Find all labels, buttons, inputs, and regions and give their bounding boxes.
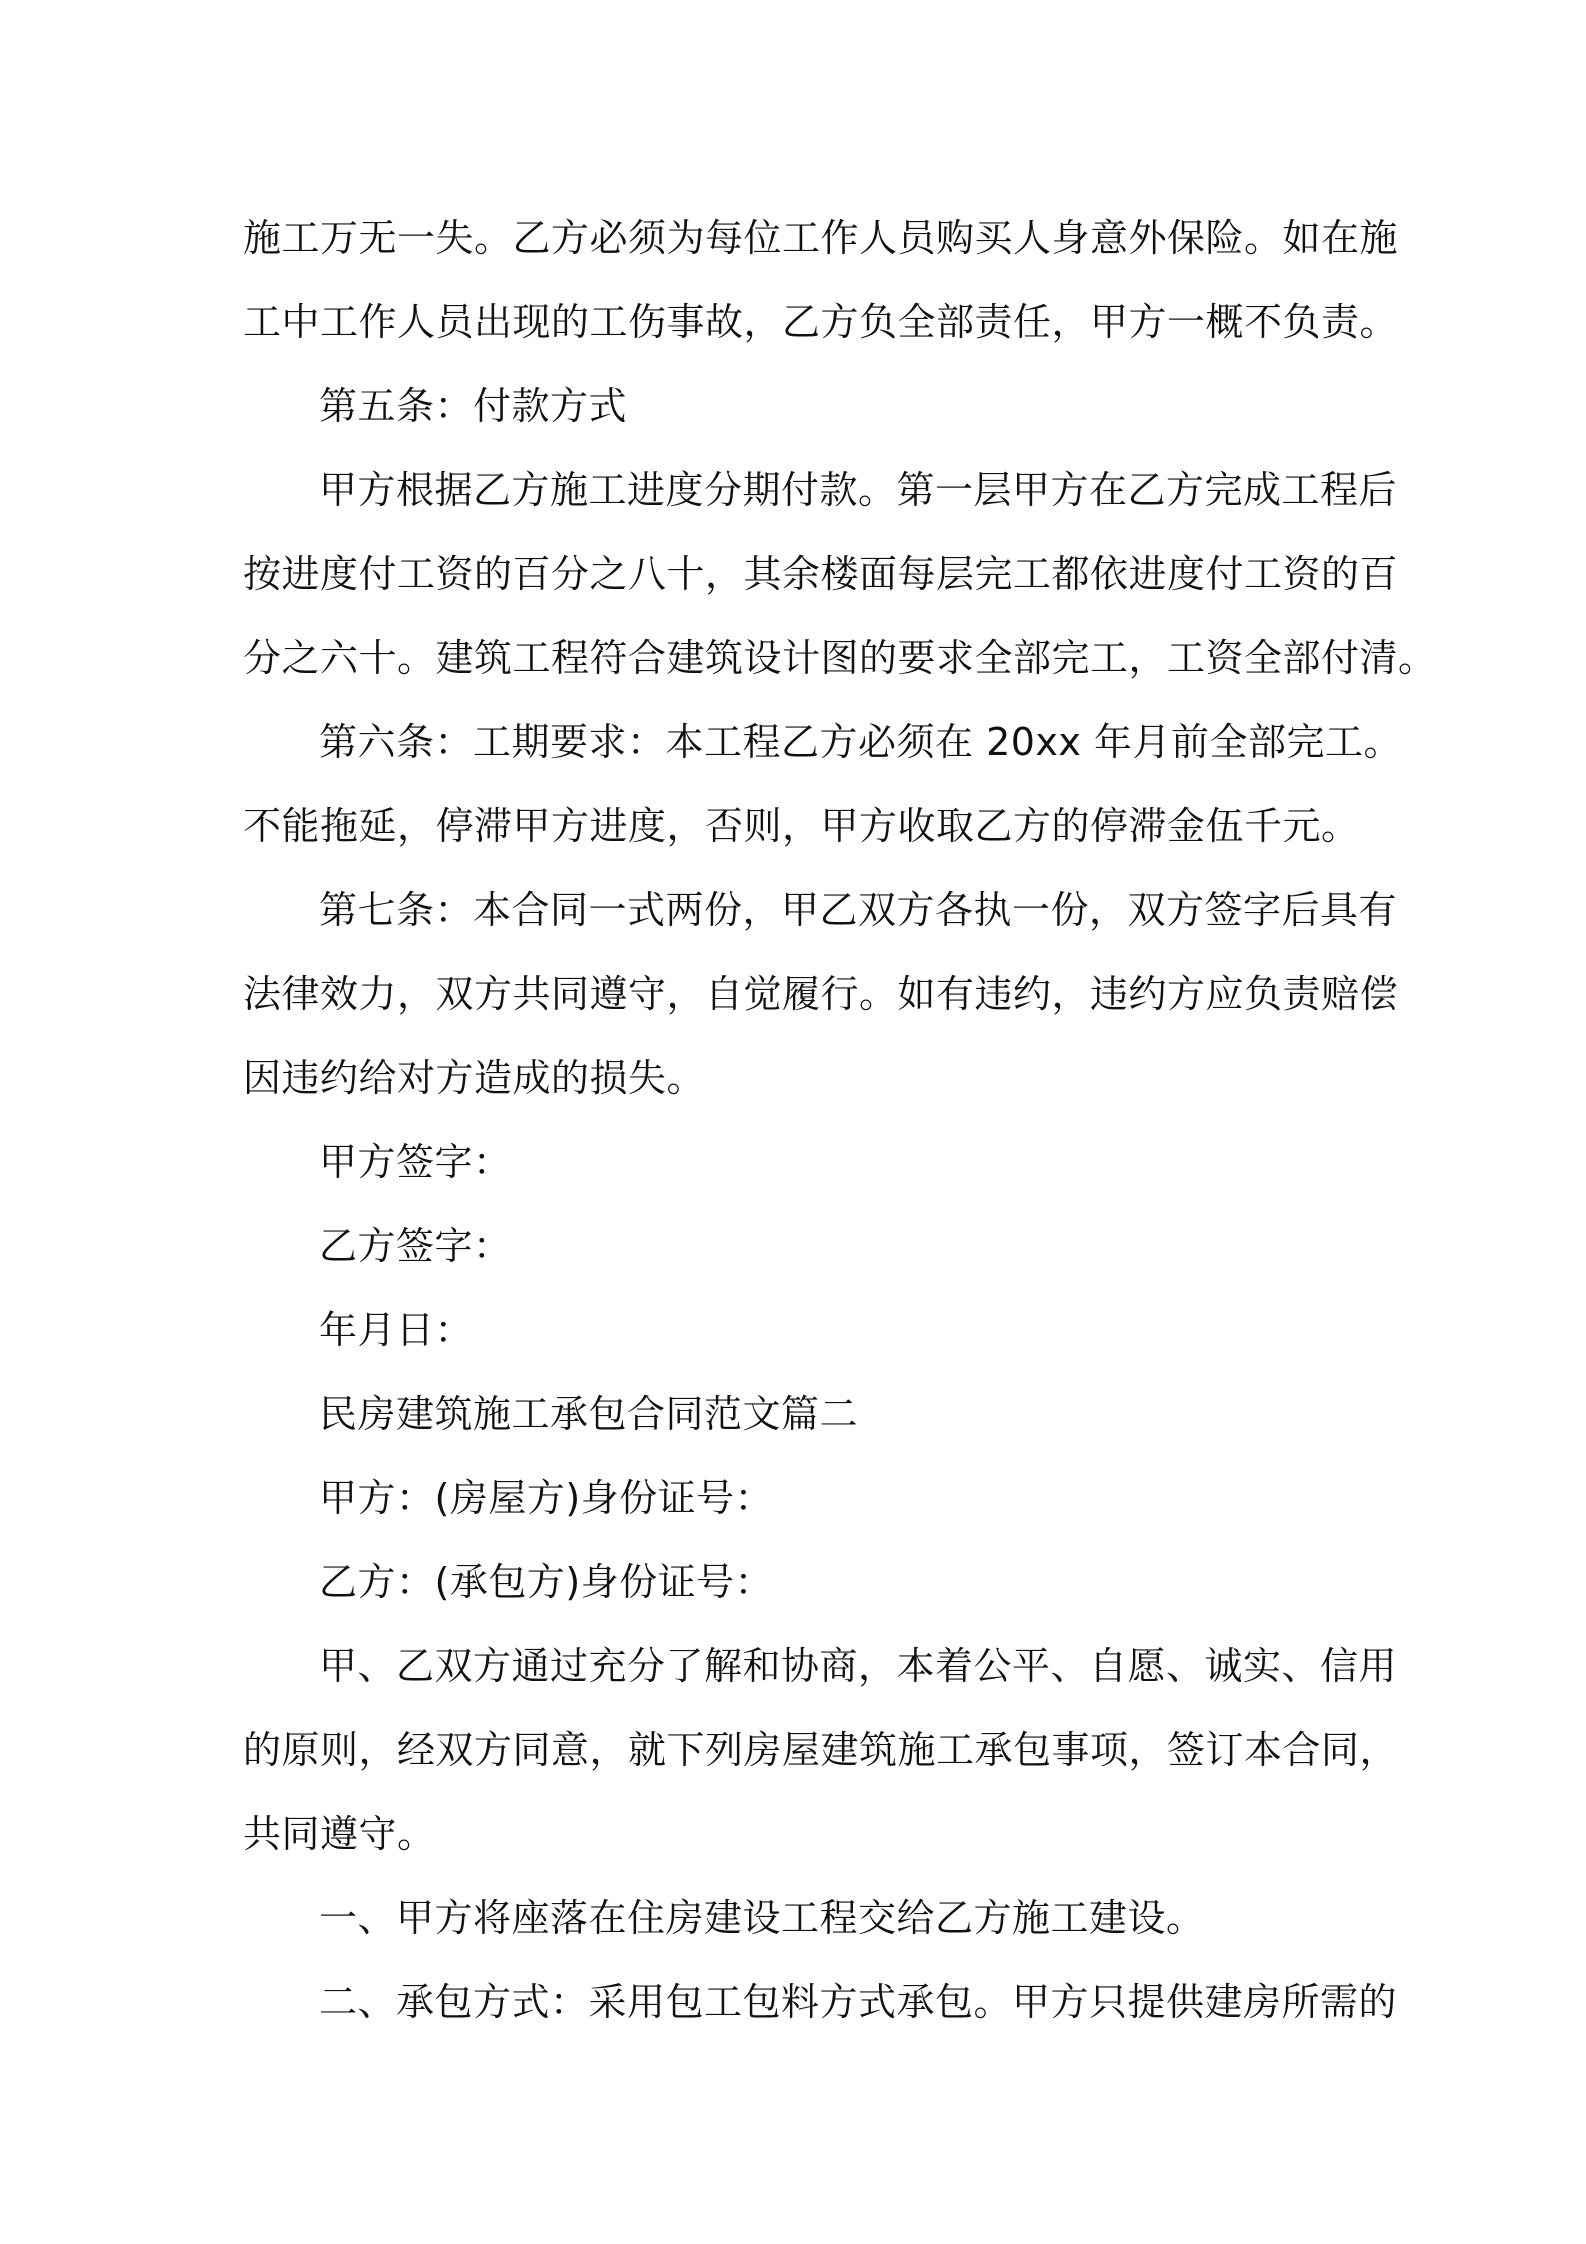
clause-1: 一、甲方将座落在住房建设工程交给乙方施工建设。	[319, 1896, 1205, 1940]
section-heading: 第五条：付款方式	[319, 384, 628, 428]
party-a-info: 甲方：(房屋方)身份证号：	[319, 1476, 774, 1520]
text-line: 施工万无一失。乙方必须为每位工作人员购买人身意外保险。如在施	[243, 216, 1399, 260]
text-line: 按进度付工资的百分之八十，其余楼面每层完工都依进度付工资的百	[243, 552, 1399, 596]
text-line: 因违约给对方造成的损失。	[243, 1056, 706, 1100]
text-line: 工中工作人员出现的工伤事故，乙方负全部责任，甲方一概不负责。	[243, 300, 1399, 344]
text-line: 甲方根据乙方施工进度分期付款。第一层甲方在乙方完成工程后	[319, 468, 1398, 512]
text-line: 的原则，经双方同意，就下列房屋建筑施工承包事项，签订本合同，	[243, 1728, 1399, 1772]
signature-date: 年月日：	[319, 1308, 474, 1352]
text-line: 第七条：本合同一式两份，甲乙双方各执一份，双方签字后具有	[319, 888, 1398, 932]
document-page	[243, 196, 1437, 2044]
signature-party-a: 甲方签字：	[319, 1140, 512, 1184]
text-line: 法律效力，双方共同遵守，自觉履行。如有违约，违约方应负责赔偿	[243, 972, 1399, 1016]
text-line: 甲、乙双方通过充分了解和协商，本着公平、自愿、诚实、信用	[319, 1644, 1398, 1688]
text-line: 分之六十。建筑工程符合建筑设计图的要求全部完工，工资全部付清。	[243, 636, 1437, 680]
party-b-info: 乙方：(承包方)身份证号：	[319, 1560, 774, 1604]
text-line: 不能拖延，停滞甲方进度，否则，甲方收取乙方的停滞金伍千元。	[243, 804, 1360, 848]
text-line: 共同遵守。	[243, 1812, 436, 1856]
document-subtitle: 民房建筑施工承包合同范文篇二	[319, 1392, 859, 1436]
text-line: 第六条：工期要求：本工程乙方必须在 20xx 年月前全部完工。	[319, 720, 1402, 764]
clause-2: 二、承包方式：采用包工包料方式承包。甲方只提供建房所需的	[319, 1980, 1398, 2024]
signature-party-b: 乙方签字：	[319, 1224, 512, 1268]
